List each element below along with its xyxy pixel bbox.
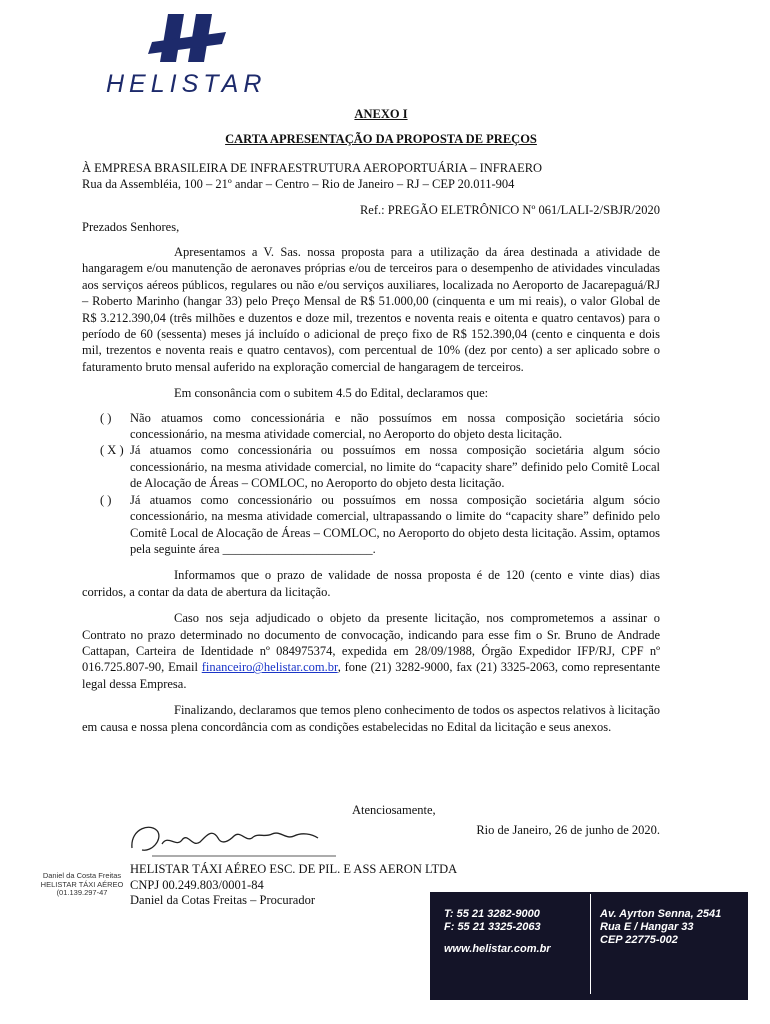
footer-fax: F: 55 21 3325-2063 bbox=[444, 921, 541, 933]
paragraph-proposal: Apresentamos a V. Sas. nossa proposta para a utilização da área destinada a atividade de hangaragem e/ou manutenção de aeronaves próprias e/ou de terceiros para o desempenho de atividades vinculadas aos serviços aéreos públicos, regulares ou não e/ou serviços auxiliares, localizada no Aeroporto de Jacarepaguá/RJ – Roberto Marinho (hangar 33) pelo Preço Mensal de R$ 51.000,00 (cinquenta e um mi reais), o valor Global de R$ 3.212.390,04 (três milhões e duzentos e doze mil, trezentos e noventa reais e oitenta e quatro centavos) para o período de 60 (sessenta) meses já incluído o adicional de preço fixo de R$ 152.390,04 (cento e cinquenta e dois mil, trezentos e noventa reais e quatro centavos), com percentual de 10% (dez por cento) a ser aplicado sobre o faturamento bruto mensal auferido na exploração comercial de hangaragem de terceiros. bbox=[82, 245, 660, 374]
company-cnpj: CNPJ 00.249.803/0001-84 bbox=[130, 877, 264, 892]
annex-title-block bbox=[82, 106, 660, 148]
closing-salutation: Atenciosamente, bbox=[352, 803, 436, 817]
option-text: Não atuamos como concessionária e não possuímos em nossa composição societária sócio concessionário, na mesma atividade comercial, no Aeroporto do objeto desta licitação. bbox=[130, 410, 660, 442]
paragraph-closing: Finalizando, declaramos que temos pleno conhecimento de todos os aspectos relativos à licitação em causa e nossa plena concordância com as condições estabelecidas no Edital da licitação e seus anexos. bbox=[82, 703, 660, 734]
addressee-line-2: Rua da Assembléia, 100 – 21º andar – Centro – Rio de Janeiro – RJ – CEP 20.011-904 bbox=[82, 177, 515, 192]
footer-divider bbox=[590, 894, 591, 994]
annex-title: ANEXO I bbox=[354, 107, 408, 121]
stamp-name: Daniel da Costa Freitas bbox=[42, 871, 122, 880]
reference: Ref.: PREGÃO ELETRÔNICO Nº 061/LALI-2/SBJR/2020 bbox=[359, 203, 660, 217]
stamp-company: HELISTAR TÁXI AÉREO bbox=[40, 879, 124, 889]
option-checkbox: ( ) bbox=[100, 492, 112, 507]
logo-text: HELISTAR bbox=[106, 70, 267, 98]
footer-phone: T: 55 21 3282-9000 bbox=[444, 908, 540, 920]
footer-address-2: Rua E / Hangar 33 bbox=[600, 921, 694, 933]
signature-stamp bbox=[40, 872, 124, 898]
option-item bbox=[82, 410, 660, 443]
helistar-h-icon bbox=[100, 12, 250, 72]
place-date: Rio de Janeiro, 26 de junho de 2020. bbox=[476, 823, 660, 837]
option-checkbox: ( ) bbox=[100, 410, 112, 425]
main-text bbox=[82, 244, 660, 735]
greeting: Prezados Senhores, bbox=[82, 220, 180, 234]
paragraph-declaration-intro: Em consonância com o subitem 4.5 do Edital, declaramos que: bbox=[174, 386, 489, 401]
option-text: Já atuamos como concessionária ou possuímos em nossa composição societária algum sócio concessionário, na mesma atividade comercial, no limite do “capacity share” definido pelo Comitê Local de Alocação de Áreas – COMLOC, no Aeroporto do objeto desta licitação. bbox=[130, 443, 660, 491]
signature-image bbox=[122, 818, 342, 860]
addressee-block bbox=[82, 160, 660, 193]
option-item bbox=[82, 442, 660, 491]
paragraph-validity: Informamos que o prazo de validade de nossa proposta é de 120 (cento e vinte dias) dias corridos, a contar da data de abertura da licitação. bbox=[82, 568, 660, 599]
footer-address-3: CEP 22775-002 bbox=[600, 934, 678, 946]
representative-text: Caso nos seja adjudicado o objeto da presente licitação, nos comprometemos a assinar o Contrato no prazo determinado no documento de convocação, indicando para esse fim o Sr. Bruno de Andrade Cattapan, Carteira de Identidade nº 084975374, expedida em 28/09/1988, Órgão Expedidor IFP/RJ, CPF nº 016.725.807-90, Email bbox=[82, 611, 660, 675]
footer-website[interactable]: www.helistar.com.br bbox=[444, 943, 551, 955]
option-checkbox: ( X ) bbox=[100, 443, 124, 458]
representative-text-end: , fone (21) 3282-9000, fax (21) 3325-2063, como representante legal dessa Empresa. bbox=[82, 660, 660, 691]
option-item bbox=[82, 492, 660, 558]
footer-contact-box bbox=[430, 892, 748, 1000]
email-link[interactable]: financeiro@helistar.com.br bbox=[201, 660, 338, 675]
footer-address-1: Av. Ayrton Senna, 2541 bbox=[600, 908, 722, 920]
company-name: HELISTAR TÁXI AÉREO ESC. DE PIL. E ASS AERON LTDA bbox=[130, 862, 458, 876]
addressee-line-1: À EMPRESA BRASILEIRA DE INFRAESTRUTURA AEROPORTUÁRIA – INFRAERO bbox=[82, 161, 543, 175]
options-list bbox=[82, 410, 660, 558]
helistar-logo bbox=[100, 12, 267, 98]
paragraph-representative bbox=[82, 610, 660, 692]
company-signer: Daniel da Cotas Freitas – Procurador bbox=[130, 893, 316, 908]
annex-subtitle: CARTA APRESENTAÇÃO DA PROPOSTA DE PREÇOS bbox=[225, 132, 537, 147]
option-text: Já atuamos como concessionário ou possuímos em nossa composição societária algum sócio concessionário, na mesma atividade comercial, ultrapassando o limite do “capacity share” definido pelo Comitê Local de Alocação de Áreas – COMLOC, no Aeroporto do objeto desta licitação. Assim, optamos pela seguinte área ________________________. bbox=[130, 492, 660, 556]
stamp-number: (01.139.297-47 bbox=[56, 888, 108, 898]
